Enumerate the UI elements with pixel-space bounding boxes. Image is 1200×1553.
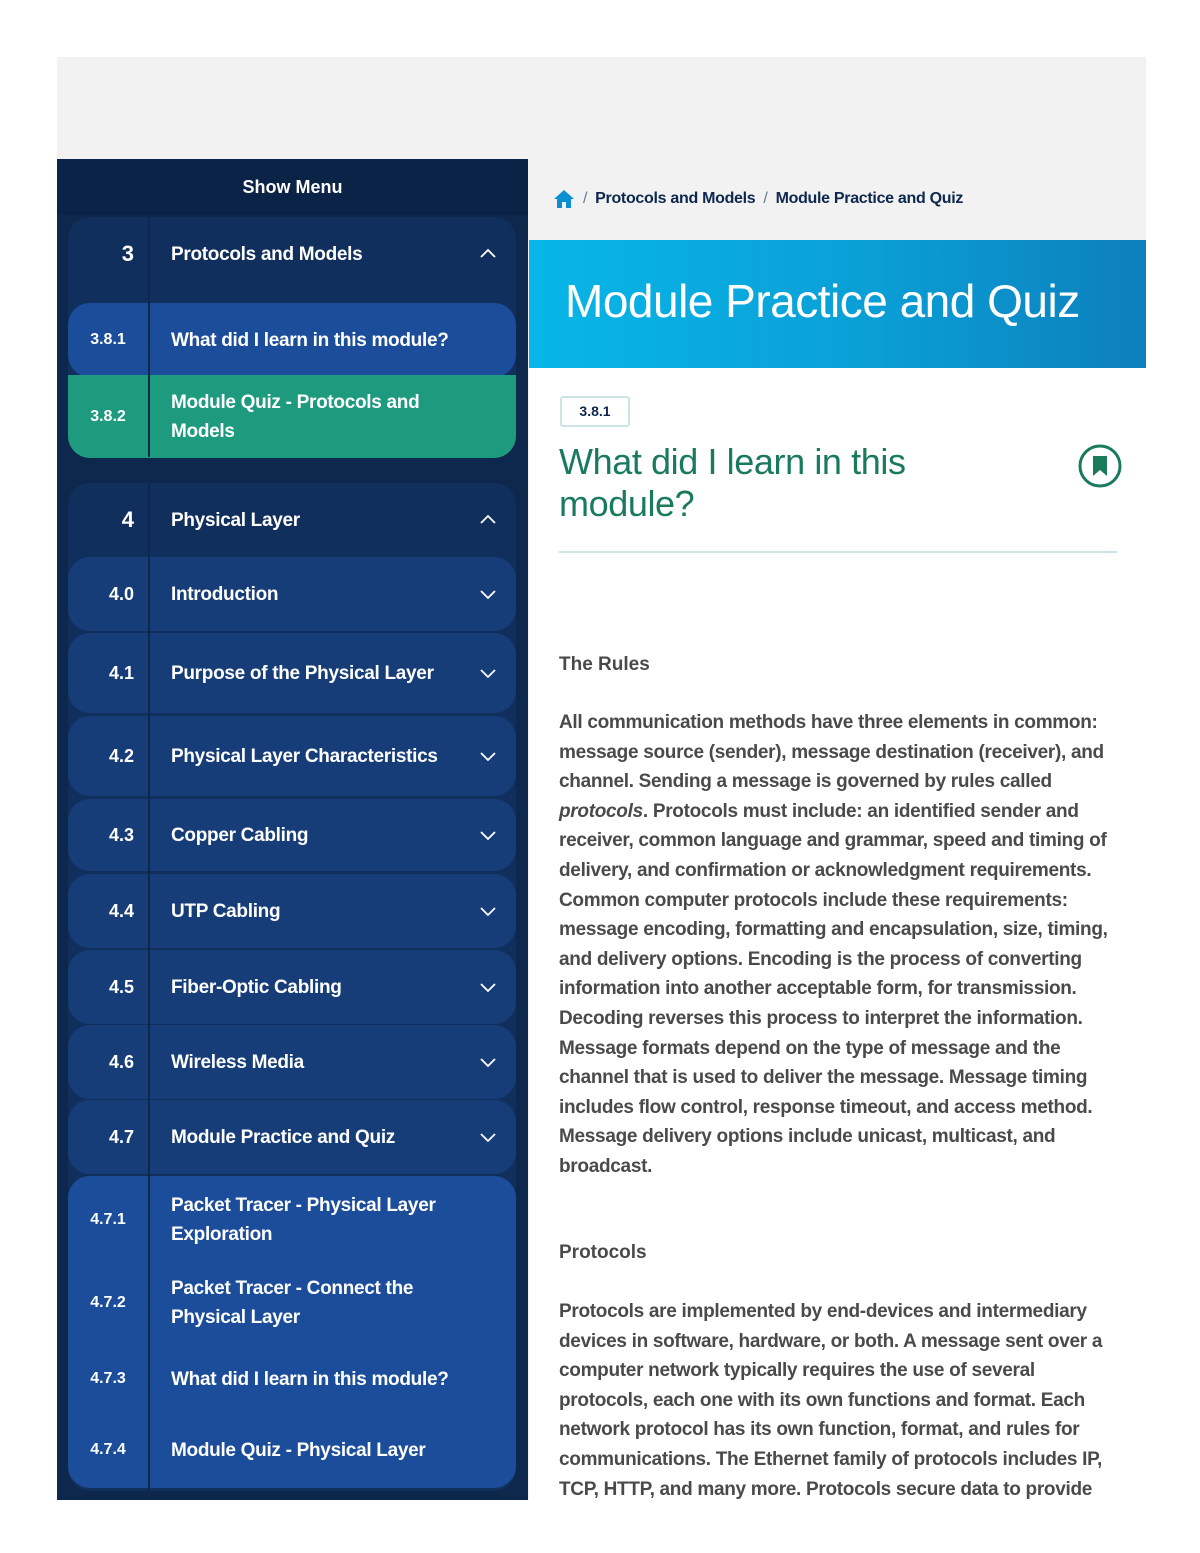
sidebar-item-4-0[interactable] bbox=[68, 557, 516, 631]
section-number: 4.3 bbox=[108, 824, 134, 845]
paragraph-text: All communication methods have three elements in common: message source (sender), message destination (receiver), and channel. Sending a message is governed by rules called bbox=[559, 712, 1104, 793]
item-number: 3.8.1 bbox=[90, 331, 126, 348]
chevron-up-icon bbox=[478, 244, 498, 264]
sidebar-item-4-1[interactable] bbox=[68, 633, 516, 713]
breadcrumb-link-protocols-and-models[interactable]: Protocols and Models bbox=[595, 190, 756, 207]
chapter-number: 4 bbox=[121, 507, 134, 532]
item-label: Module Quiz - Protocols and Models bbox=[171, 391, 420, 442]
chevron-down-icon bbox=[478, 825, 498, 845]
item-number: 3.8.2 bbox=[90, 407, 126, 425]
home-icon[interactable] bbox=[553, 189, 575, 209]
emphasis-protocols: protocols bbox=[559, 800, 643, 822]
show-menu-button[interactable]: Show Menu bbox=[57, 159, 528, 215]
chevron-down-icon bbox=[478, 977, 498, 997]
section-label: Wireless Media bbox=[171, 1051, 304, 1073]
section-label: Copper Cabling bbox=[171, 824, 309, 846]
sidebar-item-4-6[interactable] bbox=[68, 1025, 516, 1099]
item-number: 4.7.2 bbox=[90, 1294, 126, 1311]
item-number: 4.7.4 bbox=[90, 1441, 126, 1458]
section-number: 4.6 bbox=[108, 1051, 134, 1072]
sidebar-item-4-7-1[interactable] bbox=[68, 1181, 516, 1259]
sidebar-item-4-7[interactable] bbox=[68, 1100, 516, 1174]
section-number: 4.5 bbox=[108, 976, 134, 997]
chapter-4-header[interactable] bbox=[68, 483, 516, 557]
chapter-3-header[interactable] bbox=[68, 217, 516, 291]
column-divider bbox=[148, 217, 150, 457]
page-banner bbox=[529, 240, 1146, 368]
sidebar-item-4-4[interactable] bbox=[68, 874, 516, 948]
sidebar-item-4-7-3[interactable] bbox=[68, 1345, 516, 1413]
page-title: Module Practice and Quiz bbox=[565, 275, 1080, 327]
chapter-label: Physical Layer bbox=[171, 509, 300, 531]
content-panel bbox=[529, 368, 1146, 1500]
title-divider bbox=[559, 551, 1117, 553]
item-label: Packet Tracer - Physical Layer Exploration bbox=[171, 1195, 436, 1245]
chevron-down-icon bbox=[478, 746, 498, 766]
breadcrumb bbox=[553, 187, 963, 211]
section-label: Fiber-Optic Cabling bbox=[171, 976, 342, 998]
section-label: Purpose of the Physical Layer bbox=[171, 662, 434, 684]
sidebar-item-4-3[interactable] bbox=[68, 799, 516, 871]
breadcrumb-separator: / bbox=[763, 190, 768, 207]
section-number: 4.7 bbox=[108, 1126, 134, 1147]
section-number: 4.2 bbox=[108, 745, 134, 766]
sidebar-item-3-8-1[interactable] bbox=[68, 303, 516, 377]
section-label: Module Practice and Quiz bbox=[171, 1126, 396, 1148]
chevron-down-icon bbox=[478, 901, 498, 921]
topic-number-badge: 3.8.1 bbox=[560, 396, 630, 427]
section-number: 4.4 bbox=[108, 900, 134, 921]
chapter-3-group bbox=[68, 217, 516, 457]
chapter-number: 3 bbox=[121, 241, 134, 266]
column-divider bbox=[148, 483, 150, 1491]
section-label: UTP Cabling bbox=[171, 900, 281, 922]
chevron-down-icon bbox=[478, 584, 498, 604]
chevron-down-icon bbox=[478, 1052, 498, 1072]
chapter-label: Protocols and Models bbox=[171, 243, 363, 265]
section-number: 4.0 bbox=[108, 583, 134, 604]
sidebar-item-3-8-2-active[interactable] bbox=[68, 375, 516, 458]
breadcrumb-current-page: Module Practice and Quiz bbox=[775, 190, 964, 207]
chevron-down-icon bbox=[478, 663, 498, 683]
chevron-up-icon bbox=[478, 510, 498, 530]
item-number: 4.7.1 bbox=[90, 1211, 126, 1228]
sidebar-item-4-7-4[interactable] bbox=[68, 1415, 516, 1485]
chapter-4-group bbox=[68, 483, 516, 1491]
section-heading-protocols: Protocols bbox=[559, 1242, 647, 1263]
sidebar-item-4-7-2[interactable] bbox=[68, 1263, 516, 1343]
item-number: 4.7.3 bbox=[90, 1370, 126, 1387]
chevron-down-icon bbox=[478, 1127, 498, 1147]
section-heading-the-rules: The Rules bbox=[559, 654, 650, 675]
paragraph-text: . Protocols must include: an identified sender and receiver, common language and grammar, speed and timing of delivery, and confirmation or acknowledgment requirements. Common computer protocols include these requirements: message encoding, formatting and encapsulation, size, timing, and delivery options. Encoding is the process of converting information into another acceptable form, for transmission. Decoding reverses this process to interpret the information. Message formats depend on the type of message and the channel that is used to deliver the message. Message timing includes flow control, response timeout, and access method. Message delivery options include unicast, multicast, and broadcast. bbox=[559, 800, 1108, 1177]
item-label: Packet Tracer - Connect the Physical Layer bbox=[171, 1278, 414, 1328]
section-label: Physical Layer Characteristics bbox=[171, 745, 438, 767]
item-label: What did I learn in this module? bbox=[171, 329, 449, 351]
sidebar bbox=[57, 159, 528, 1500]
section-number: 4.1 bbox=[108, 662, 134, 683]
paragraph-the-rules bbox=[559, 708, 1119, 1182]
sidebar-item-4-2[interactable] bbox=[68, 716, 516, 796]
topic-title: What did I learn in this module? bbox=[559, 441, 906, 524]
item-label: Module Quiz - Physical Layer bbox=[171, 1439, 426, 1461]
bookmark-icon[interactable] bbox=[1077, 443, 1123, 489]
breadcrumb-separator: / bbox=[583, 190, 588, 207]
section-label: Introduction bbox=[171, 583, 279, 605]
app-frame bbox=[57, 57, 1146, 1500]
paragraph-protocols: Protocols are implemented by end-devices and intermediary devices in software, hardware, or both. A message sent over a computer network typically requires the use of several protocols, each one with its own functions and format. Each network protocol has its own function, format, and rules for communications. The Ethernet family of protocols includes IP, TCP, HTTP, and many more. Protocols secure data to provide bbox=[559, 1301, 1103, 1500]
sidebar-item-4-5[interactable] bbox=[68, 950, 516, 1024]
item-label: What did I learn in this module? bbox=[171, 1368, 449, 1390]
